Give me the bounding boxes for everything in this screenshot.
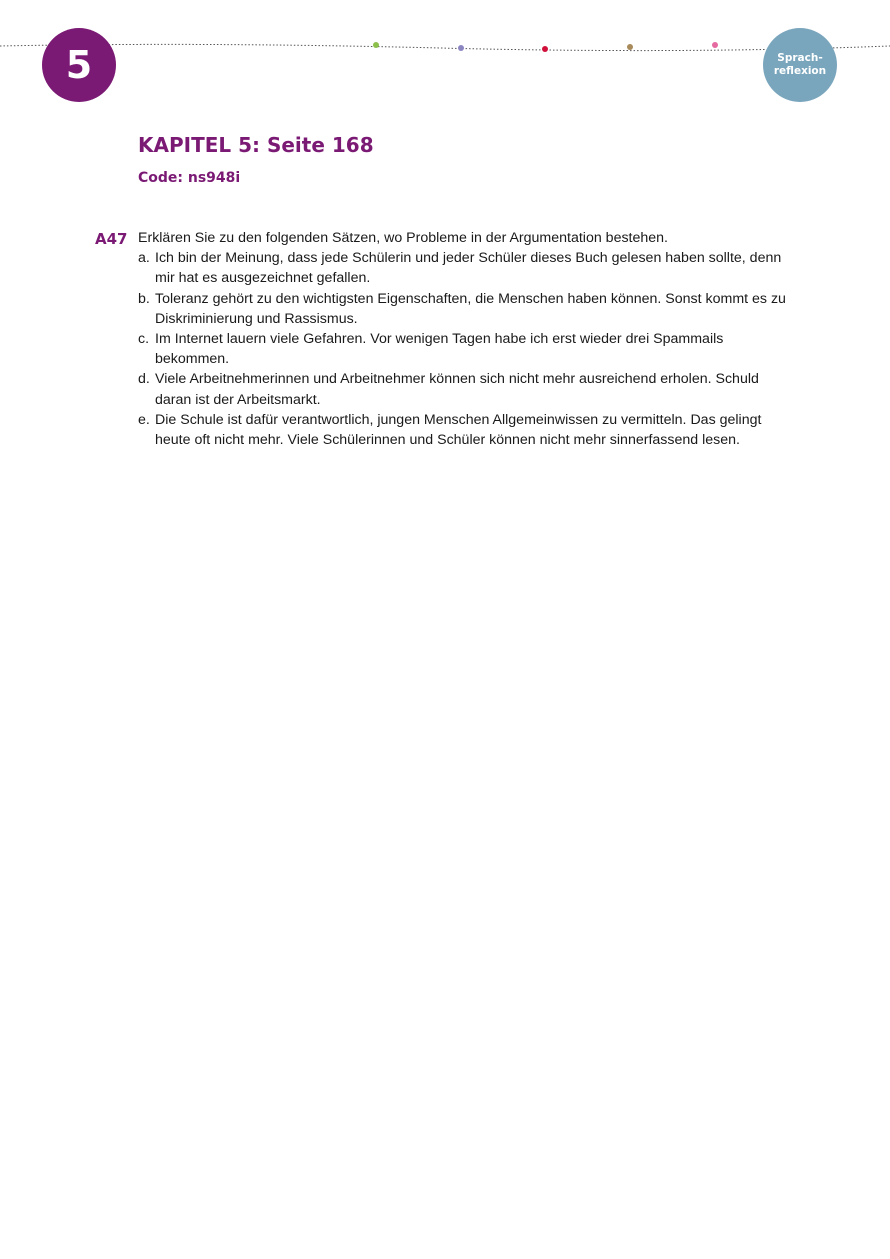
task-item-text: Ich bin der Meinung, dass jede Schülerin und jeder Schüler dieses Buch gelesen haben sollte, denn mir hat es ausgezeichnet gefallen.	[155, 250, 782, 287]
task-item-text: Toleranz gehört zu den wichtigsten Eigenschaften, die Menschen haben können. Sonst kommt es zu Diskriminierung und Rassismus.	[155, 290, 786, 327]
task-intro: Erklären Sie zu den folgenden Sätzen, wo Probleme in der Argumentation bestehen.	[138, 230, 669, 246]
task-item	[138, 329, 798, 369]
section-label: Sprach- reflexion	[773, 52, 827, 77]
header-dot-brown	[627, 44, 633, 50]
task-item-letter: d.	[138, 371, 150, 388]
header-dotted-line	[0, 28, 890, 68]
task-item-text: Die Schule ist dafür verantwortlich, jungen Menschen Allgemeinwissen zu vermitteln. Das gelingt heute oft nicht mehr. Viele Schülerinnen und Schüler können nicht mehr sinnerfassend lesen.	[155, 411, 762, 449]
chapter-number: 5	[65, 43, 93, 87]
task-item-text: Viele Arbeitnehmerinnen und Arbeitnehmer können sich nicht mehr ausreichend erholen. Schuld daran ist der Arbeitsmarkt.	[155, 371, 759, 408]
header-dot-green	[373, 42, 379, 48]
task-item-letter: e.	[138, 411, 150, 428]
task-item-letter: a.	[138, 250, 150, 267]
page-title: KAPITEL 5: Seite 168	[138, 133, 374, 157]
task-item-text: Im Internet lauern viele Gefahren. Vor wenigen Tagen habe ich erst wieder drei Spammails bekommen.	[155, 331, 724, 368]
access-code: Code: ns948i	[138, 170, 241, 186]
task-item-letter: c.	[138, 331, 150, 348]
header-dot-red	[542, 46, 548, 52]
chapter-badge	[42, 28, 116, 102]
task-items	[138, 248, 798, 450]
task-item	[138, 369, 798, 409]
task-item-letter: b.	[138, 290, 150, 307]
header-dot-violet	[458, 45, 464, 51]
task-item	[138, 410, 798, 450]
task-item	[138, 248, 798, 288]
task-number: A47	[95, 230, 128, 248]
task-item	[138, 289, 798, 329]
task-block	[138, 228, 798, 450]
header-dot-pink	[712, 42, 718, 48]
section-badge	[763, 28, 837, 102]
